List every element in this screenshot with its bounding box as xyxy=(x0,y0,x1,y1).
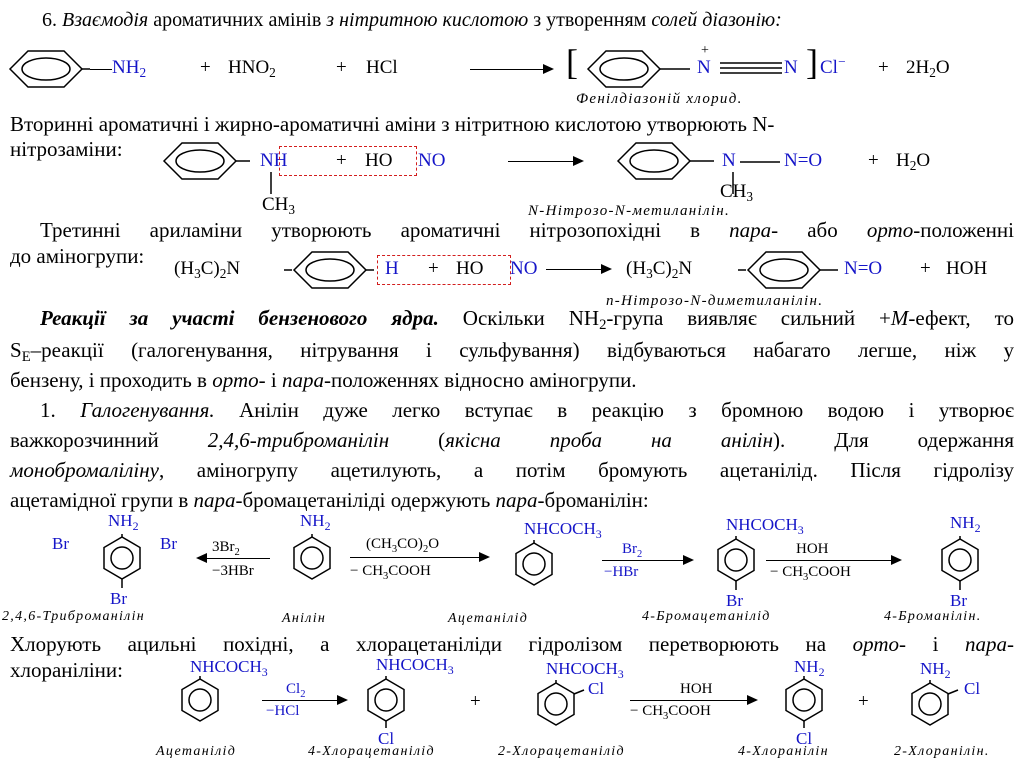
term-tribromoaniline: 2,4,6-триброманілін xyxy=(207,428,390,452)
bond xyxy=(740,161,780,165)
text-acetamide-group: ацетамідної групи в xyxy=(10,488,194,512)
caption-chloroacetanilide-2: 2-Хлорацетанілід xyxy=(498,744,625,759)
nh2-group: $NH_2$ xyxy=(300,511,331,533)
term-para: пара- xyxy=(965,632,1014,656)
text-benzene: бензену, і проходить в xyxy=(10,368,213,392)
acetamide-group: $NHCOCH_3$ xyxy=(546,659,624,681)
caption-p-nitroso-dimethylaniline: n-Нітрозо-N-диметиланілін. xyxy=(606,293,824,309)
text-position: положенні xyxy=(920,218,1014,242)
dimethylamino-group: $(H_3C)_2N$ xyxy=(626,258,693,281)
highlight-eliminated-water xyxy=(279,146,417,176)
hydrogen-atom: H xyxy=(385,258,399,279)
nitrogen-atom: N xyxy=(784,57,798,78)
section-6-heading xyxy=(42,8,782,33)
text-insoluble: важкорозчинний xyxy=(10,428,208,452)
positive-charge: + xyxy=(701,43,709,58)
no-group: NO xyxy=(510,258,538,279)
term-para: пара- xyxy=(281,368,331,392)
plus-sign: + xyxy=(428,258,439,279)
water-formula: HOH xyxy=(946,258,988,279)
ho-group: HO xyxy=(456,258,484,279)
nitrogen-atom: N xyxy=(722,150,736,171)
plus-sign: + xyxy=(336,150,347,171)
nh2-group: $NH_2$ xyxy=(920,659,951,681)
reaction-arrow xyxy=(630,700,756,701)
benzene-ring xyxy=(178,676,222,724)
byproduct-acetic-acid: − $CH_3COOH$ xyxy=(630,703,711,722)
ch3-group: $CH_3$ xyxy=(262,194,296,217)
plus-sign: + xyxy=(920,258,931,279)
paragraph-hydrolysis xyxy=(10,488,649,513)
chlorine-atom: Cl xyxy=(588,679,605,698)
benzene-ring xyxy=(6,49,90,89)
paragraph-ortho-para-positions xyxy=(10,368,637,393)
benzene-ring xyxy=(584,49,694,89)
caption-phenyldiazonium-chloride: Фенілдіазоній хлорид. xyxy=(576,91,743,107)
benzene-ring xyxy=(284,250,374,290)
paragraph-secondary-amines: Вторинні ароматичні і жирно-ароматичні аміни з нітритною кислотою утворюють N- xyxy=(10,112,775,136)
plus-sign: + xyxy=(470,691,481,712)
paragraph-benzene-ring-reactions xyxy=(10,306,1014,331)
left-bracket: [ xyxy=(566,42,578,82)
benzene-ring xyxy=(534,680,594,728)
reagent-bromine: $3Br_2$ xyxy=(212,539,240,558)
caption-chloroacetanilide-4: 4-Хлорацетанілід xyxy=(308,744,435,759)
chlorine-atom: Cl xyxy=(378,729,395,748)
text-positions: положеннях відносно аміногрупи. xyxy=(330,368,637,392)
term-halogenation: Галогенування. xyxy=(80,398,215,422)
byproduct-hbr: −3HBr xyxy=(212,563,254,579)
bromine-atom: Br xyxy=(160,534,177,553)
paragraph-tertiary-arylamines xyxy=(10,218,1014,243)
caption-n-nitroso-n-methylaniline: N-Нітрозо-N-метиланілін. xyxy=(528,203,731,219)
chlorine-atom: Cl xyxy=(796,729,813,748)
ho-group: HO xyxy=(365,150,393,171)
caption-bromoaniline: 4-Броманілін. xyxy=(884,609,982,624)
caption-chloroaniline-4: 4-Хлоранілін xyxy=(738,744,829,759)
reagent-water: HOH xyxy=(680,681,713,697)
reagent-water: HOH xyxy=(796,541,829,557)
byproduct-hcl: −HCl xyxy=(266,703,300,719)
list-number: 1. xyxy=(40,398,81,422)
caption-chloroaniline-2: 2-Хлоранілін. xyxy=(894,744,990,759)
term-para: пара- xyxy=(193,488,243,512)
term-qualitative-test: якісна проба на анілін xyxy=(445,428,774,452)
dimethylamino-group: $(H_3C)_2N$ xyxy=(174,258,241,281)
section-number: 6. xyxy=(42,9,57,31)
paragraph-to-amino-group: до аміногрупи: xyxy=(10,244,145,268)
text-bromoacetanilide: бромацетаніліді одержують xyxy=(242,488,496,512)
reaction-arrow xyxy=(470,69,552,70)
reaction-arrow xyxy=(508,161,582,162)
no-group: NO xyxy=(418,150,446,171)
nh2-group: $NH_2$ xyxy=(112,57,147,80)
benzene-ring xyxy=(938,536,982,592)
text-and: і xyxy=(906,632,965,656)
caption-tribromoaniline: 2,4,6-Триброманілін xyxy=(2,609,146,624)
nh-group: NH xyxy=(260,150,288,171)
term-para: пара- xyxy=(495,488,545,512)
nh2-group: $NH_2$ xyxy=(950,513,981,535)
paragraph-chlorination xyxy=(10,632,1014,657)
chloride-ion: Cl− xyxy=(820,54,846,78)
text-chlorinate: Хлорують ацильні похідні, а хлорацетаніліди гідролізом перетворюють на xyxy=(10,632,853,656)
text-m-effect: Оскільки $NH_2$-група виявляє сильний +М-ефект, то xyxy=(438,306,1014,333)
reaction-arrow xyxy=(350,557,488,558)
text-forming: з утворенням xyxy=(533,9,647,31)
term-ortho: орто- xyxy=(866,218,921,242)
benzene-ring xyxy=(512,540,556,588)
text-aromatic-amines: ароматичних амінів xyxy=(153,9,322,31)
term-diazonium-salts: солей діазонію: xyxy=(651,9,782,31)
benzene-ring xyxy=(100,534,148,590)
text-or: або xyxy=(778,218,867,242)
caption-acetanilide: Ацетанілід xyxy=(448,611,529,626)
paragraph-halogenation xyxy=(10,398,1014,423)
paragraph-tribromoaniline xyxy=(10,428,1014,453)
caption-aniline: Анілін xyxy=(282,611,327,626)
benzene-ring xyxy=(714,536,758,592)
acetamide-group: $NHCOCH_3$ xyxy=(726,515,804,537)
water-formula: $H_2O$ xyxy=(896,150,931,173)
reaction-arrow xyxy=(546,269,610,270)
benzene-ring xyxy=(908,680,968,728)
plus-sign: + xyxy=(878,57,889,78)
reaction-arrow xyxy=(766,560,900,561)
benzene-ring xyxy=(738,250,838,290)
right-bracket: ] xyxy=(806,42,818,82)
bond xyxy=(268,172,278,194)
reagent-bromine: $Br_2$ xyxy=(622,541,643,560)
benzene-ring xyxy=(614,141,714,181)
acetamide-group: $NHCOCH_3$ xyxy=(524,519,602,541)
caption-acetanilide: Ацетанілід xyxy=(156,744,237,759)
term-ortho: орто- xyxy=(212,368,266,392)
plus-sign: + xyxy=(858,691,869,712)
reaction-arrow-reverse xyxy=(198,558,270,559)
term-para: пара- xyxy=(729,218,779,242)
benzene-ring xyxy=(160,141,250,181)
ch3-group: $CH_3$ xyxy=(720,181,754,204)
paragraph-acetylation xyxy=(10,458,1014,483)
bond xyxy=(90,69,112,70)
heading-benzene-ring-reactions: Реакції за участі бензенового ядра. xyxy=(40,306,439,330)
bromine-atom: Br xyxy=(110,589,127,608)
nh2-group: $NH_2$ xyxy=(108,511,139,533)
benzene-ring xyxy=(782,676,826,732)
benzene-ring xyxy=(364,676,408,732)
paragraph-se-reactions: $S_E$–реакції (галогенування, нітрування і сульфування) відбуваються набагато легше, ніж у xyxy=(10,338,1014,365)
plus-sign: + xyxy=(868,150,879,171)
nitroso-group: N=O xyxy=(784,150,823,171)
acetamide-group: $NHCOCH_3$ xyxy=(190,657,268,679)
nitrogen-atom: N xyxy=(697,57,711,78)
byproduct-acetic-acid: − $CH_3COOH$ xyxy=(350,563,431,582)
term-interaction: Взаємодія xyxy=(62,9,149,31)
text-acetylate: , аміногрупу ацетилують, а потім бромують ацетанілід. Після гідролізу xyxy=(158,458,1014,482)
text-and: і xyxy=(265,368,282,392)
bromine-atom: Br xyxy=(950,591,967,610)
term-nitrous-acid: з нітритною кислотою xyxy=(326,9,529,31)
term-ortho: орто- xyxy=(852,632,907,656)
reaction-arrow xyxy=(262,700,346,701)
paragraph-nitrosamines: нітрозаміни: xyxy=(10,137,123,161)
text-paren: ( xyxy=(389,428,446,452)
water-formula: $2H_2O$ xyxy=(906,57,950,80)
text-aniline-bromine: Анілін дуже легко вступає в реакцію з бромною водою і утворює xyxy=(214,398,1014,422)
text-to-obtain: ). Для одержання xyxy=(773,428,1014,452)
reagent-acetic-anhydride: $(CH_3CO)_2O$ xyxy=(366,536,440,555)
plus-sign: + xyxy=(336,57,347,78)
byproduct-hbr: −HBr xyxy=(604,564,639,580)
plus-sign: + xyxy=(200,57,211,78)
reagent-chlorine: $Cl_2$ xyxy=(286,681,306,700)
reaction-arrow xyxy=(602,560,692,561)
chlorine-atom: Cl xyxy=(964,679,981,698)
acetamide-group: $NHCOCH_3$ xyxy=(376,655,454,677)
bromine-atom: Br xyxy=(726,591,743,610)
hno2-formula: $HNO_2$ xyxy=(228,57,276,80)
benzene-ring xyxy=(290,534,334,582)
nitroso-group: N=O xyxy=(844,258,883,279)
triple-bond xyxy=(720,61,782,75)
term-monobromoaniline: монобромаліліну xyxy=(10,458,159,482)
caption-bromoacetanilide: 4-Бромацетанілід xyxy=(642,609,771,624)
text-bromoaniline: броманілін: xyxy=(544,488,649,512)
nh2-group: $NH_2$ xyxy=(794,657,825,679)
bromine-atom: Br xyxy=(52,534,69,553)
text-tertiary: Третинні ариламіни утворюють ароматичні нітрозопохідні в xyxy=(40,218,730,242)
hcl-formula: HCl xyxy=(366,57,398,78)
paragraph-chloroanilines: хлораніліни: xyxy=(10,658,123,682)
byproduct-acetic-acid: − $CH_3COOH$ xyxy=(770,564,851,583)
